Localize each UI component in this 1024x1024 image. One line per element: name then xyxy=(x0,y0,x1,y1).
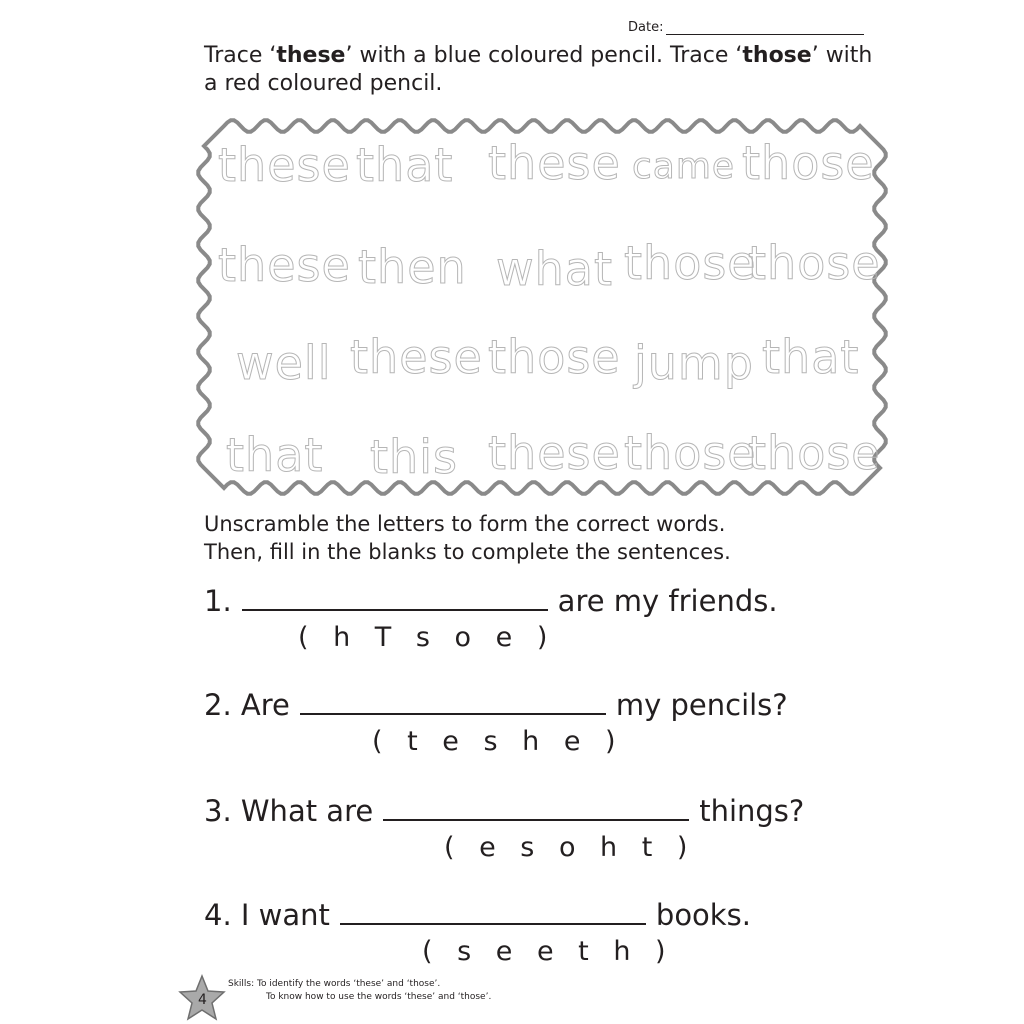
question-1 xyxy=(204,584,778,618)
answer-blank[interactable] xyxy=(242,585,548,611)
trace-word[interactable]: these xyxy=(488,136,621,190)
question-prefix: 1. xyxy=(204,584,232,618)
date-field xyxy=(628,20,864,35)
instruction-line: Unscramble the letters to form the correct words. xyxy=(204,512,726,536)
trace-word[interactable]: these xyxy=(488,426,621,480)
question-4 xyxy=(204,898,751,932)
trace-word[interactable]: those xyxy=(488,330,621,384)
trace-word[interactable]: came xyxy=(632,146,736,187)
trace-word[interactable]: jump xyxy=(634,336,754,390)
trace-instruction xyxy=(204,42,884,98)
question-suffix: books. xyxy=(655,898,751,932)
trace-word[interactable]: these xyxy=(350,330,483,384)
trace-word[interactable]: that xyxy=(762,330,860,384)
trace-word[interactable]: what xyxy=(496,242,614,296)
question-3 xyxy=(204,794,804,828)
question-suffix: are my friends. xyxy=(557,584,778,618)
answer-blank[interactable] xyxy=(340,899,646,925)
trace-word[interactable]: this xyxy=(370,430,458,484)
skills-line: To know how to use the words ‘these’ and ‘those’. xyxy=(266,992,492,1002)
trace-word[interactable]: these xyxy=(218,238,351,292)
scrambled-letters: ( e s o h t ) xyxy=(444,832,696,863)
skills-line: Skills: To identify the words ‘these’ and ‘those’. xyxy=(228,979,441,989)
trace-word[interactable]: those xyxy=(748,236,881,290)
trace-word[interactable]: these xyxy=(218,138,351,192)
instruction-text-part: ’ with a red coloured pencil. xyxy=(204,43,873,96)
question-prefix: 4. I want xyxy=(204,898,330,932)
trace-word[interactable]: those xyxy=(748,426,881,480)
question-2 xyxy=(204,688,788,722)
trace-word[interactable]: that xyxy=(356,138,454,192)
trace-word-grid xyxy=(214,128,881,484)
instruction-keyword-these: these xyxy=(276,43,346,68)
trace-word[interactable]: that xyxy=(226,428,324,482)
scrambled-letters: ( h T s o e ) xyxy=(298,622,556,653)
question-prefix: 3. What are xyxy=(204,794,374,828)
trace-word[interactable]: those xyxy=(624,426,757,480)
question-suffix: my pencils? xyxy=(615,688,788,722)
instruction-text-part: Trace ‘ xyxy=(204,43,277,68)
instruction-text-part: ’ with a blue coloured pencil. Trace ‘ xyxy=(345,43,743,68)
skills-note xyxy=(228,978,491,1004)
trace-word[interactable]: those xyxy=(742,136,875,190)
question-suffix: things? xyxy=(699,794,805,828)
unscramble-instruction xyxy=(204,510,731,566)
scrambled-letters: ( s e e t h ) xyxy=(422,936,674,967)
answer-blank[interactable] xyxy=(300,689,606,715)
trace-word[interactable]: then xyxy=(358,240,467,294)
trace-word[interactable]: well xyxy=(236,336,332,390)
date-label: Date: xyxy=(628,20,664,35)
trace-word[interactable]: those xyxy=(624,236,757,290)
instruction-keyword-those: those xyxy=(742,43,812,68)
question-prefix: 2. Are xyxy=(204,688,290,722)
page-number: 4 xyxy=(198,992,207,1008)
instruction-line: Then, fill in the blanks to complete the sentences. xyxy=(204,540,731,564)
scrambled-letters: ( t e s h e ) xyxy=(372,726,624,757)
date-blank-line[interactable] xyxy=(666,21,864,35)
answer-blank[interactable] xyxy=(383,795,689,821)
